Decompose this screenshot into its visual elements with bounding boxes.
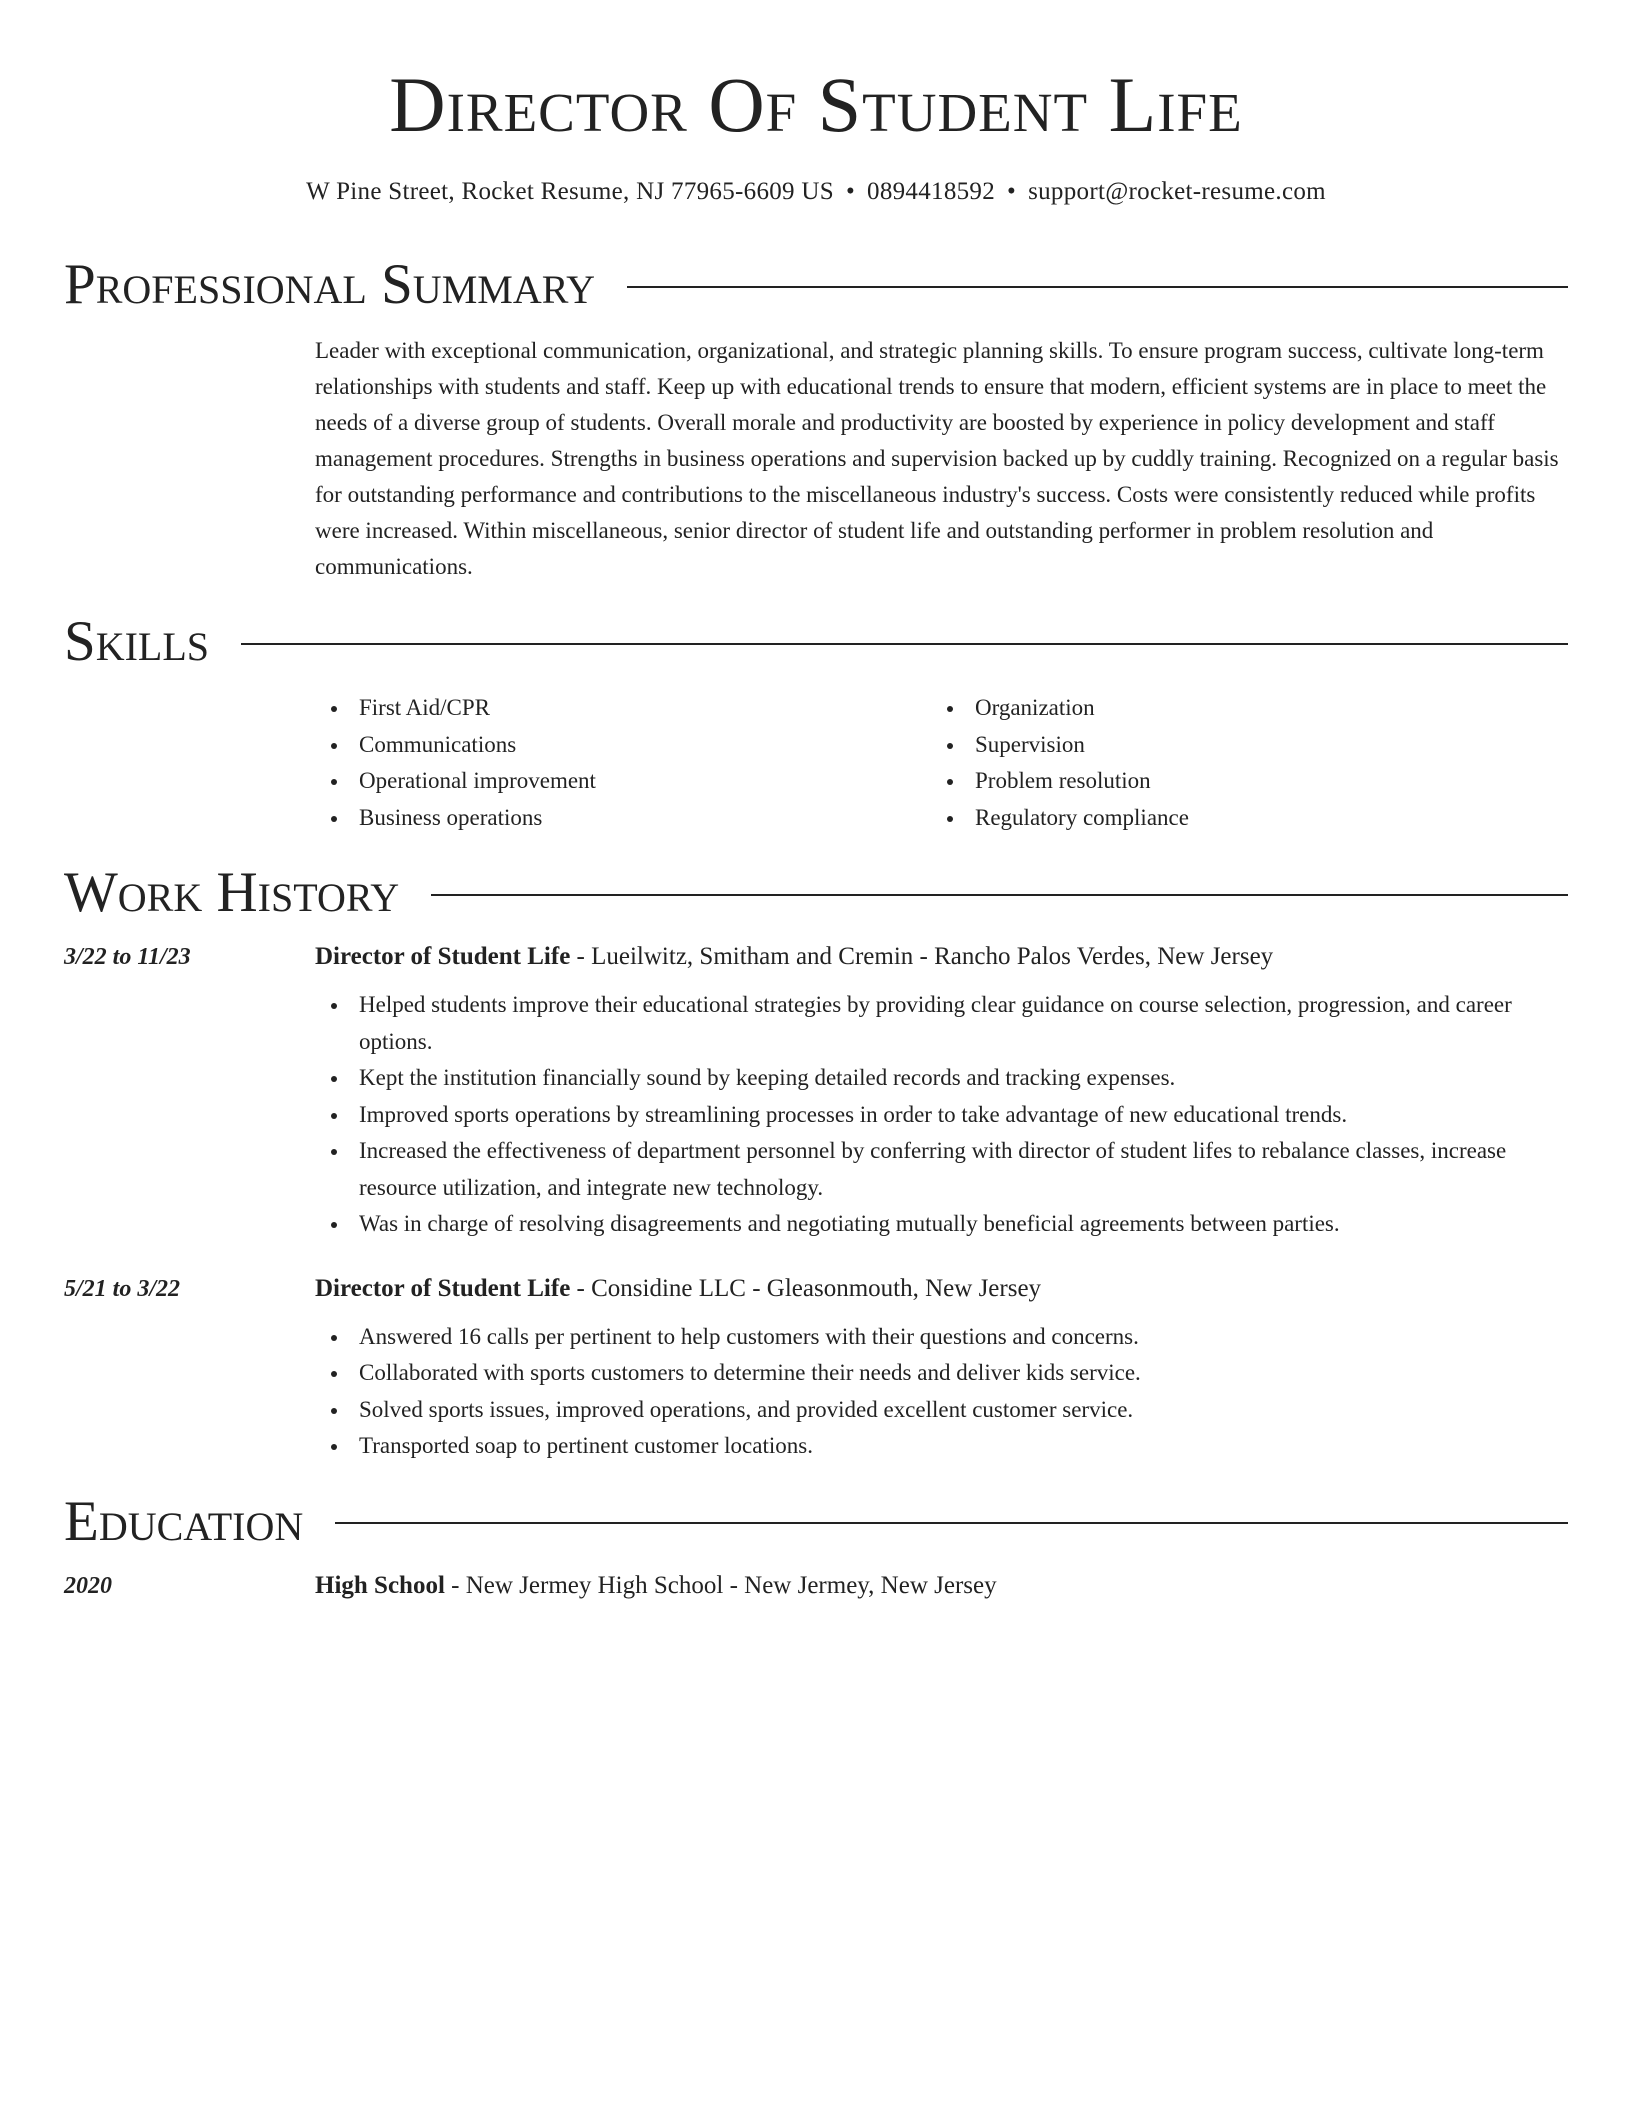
skills-title: Skills: [64, 610, 210, 673]
work-history-title: Work History: [64, 861, 400, 924]
job-bullet: Answered 16 calls per pertinent to help customers with their questions and concerns.: [315, 1319, 1568, 1356]
education-title-line: [315, 1572, 997, 1600]
work-history-header: [64, 861, 1568, 924]
job-entry: [64, 943, 1568, 1243]
job-title-line: [315, 1275, 1041, 1303]
job-bullet: Transported soap to pertinent customer locations.: [315, 1428, 1568, 1465]
skill-item: Supervision: [931, 727, 1547, 764]
skill-item: Problem resolution: [931, 763, 1547, 800]
contact-email: support@rocket-resume.com: [1028, 178, 1326, 205]
job-title-line: [315, 943, 1273, 971]
job-dates: 5/21 to 3/22: [64, 1275, 181, 1302]
skill-item: First Aid/CPR: [315, 690, 931, 727]
contact-separator: •: [1007, 178, 1017, 205]
skill-item: Regulatory compliance: [931, 800, 1547, 837]
section-divider: [431, 894, 1568, 896]
job-company-location: - Lueilwitz, Smitham and Cremin - Rancho Palos Verdes, New Jersey: [570, 943, 1274, 970]
education-title: Education: [64, 1489, 304, 1553]
skills-section: [64, 610, 1568, 836]
section-divider: [627, 286, 1568, 288]
resume-name: Director Of Student Life: [389, 61, 1243, 148]
job-bullet: Collaborated with sports customers to determine their needs and deliver kids service.: [315, 1355, 1568, 1392]
job-header: [64, 943, 1568, 971]
work-history-section: [64, 861, 1568, 1465]
skills-column-right: [931, 690, 1547, 836]
job-bullet: Helped students improve their educational strategies by providing clear guidance on course selection, progression, and career options.: [315, 987, 1568, 1060]
job-header: [64, 1275, 1568, 1303]
contact-address: W Pine Street, Rocket Resume, NJ 77965-6609 US: [306, 178, 834, 205]
skill-item: Communications: [315, 727, 931, 764]
job-entry: [64, 1275, 1568, 1465]
job-company-location: - Considine LLC - Gleasonmouth, New Jersey: [570, 1274, 1042, 1302]
job-bullet: Kept the institution financially sound by keeping detailed records and tracking expenses.: [315, 1060, 1568, 1097]
summary-text: Leader with exceptional communication, organizational, and strategic planning skills. To ensure program success, cultivate long-term relationships with students and staff. Keep up with educational trends to ensure that modern, efficient systems are in place to meet the needs of a diverse group of students. Overall morale and productivity are boosted by experience in policy development and staff management procedures. Strengths in business operations and supervision backed up by cuddly training. Recognized on a regular basis for outstanding performance and contributions to the miscellaneous industry's success. Costs were consistently reduced while profits were increased. Within miscellaneous, senior director of student life and outstanding performer in problem resolution and communications.: [315, 338, 1559, 579]
job-bullets: [315, 987, 1568, 1243]
job-role: Director of Student Life: [315, 943, 571, 970]
section-divider: [335, 1522, 1568, 1524]
education-header: [64, 1489, 1568, 1553]
job-dates: 3/22 to 11/23: [64, 944, 191, 970]
job-role: Director of Student Life: [315, 1274, 571, 1302]
contact-separator: •: [845, 178, 856, 205]
contact-phone: 0894418592: [867, 178, 996, 205]
job-bullet: Was in charge of resolving disagreements and negotiating mutually beneficial agreements between parties.: [315, 1206, 1568, 1243]
skill-item: Operational improvement: [315, 763, 931, 800]
skills-column-left: [315, 690, 931, 836]
skill-item: Organization: [931, 690, 1547, 727]
job-bullets: [315, 1319, 1568, 1465]
summary-header: [64, 253, 1568, 316]
job-bullet: Solved sports issues, improved operations, and provided excellent customer service.: [315, 1392, 1568, 1429]
section-divider: [241, 643, 1568, 645]
job-bullet: Increased the effectiveness of department personnel by conferring with director of student lifes to rebalance classes, increase resource utilization, and integrate new technology.: [315, 1133, 1568, 1206]
education-school-location: - New Jermey High School - New Jermey, New Jersey: [444, 1571, 997, 1599]
job-bullet: Improved sports operations by streamlining processes in order to take advantage of new educational trends.: [315, 1097, 1568, 1134]
summary-title: Professional Summary: [64, 253, 596, 316]
skills-grid: [315, 690, 1568, 836]
skill-item: Business operations: [315, 800, 931, 837]
education-year: 2020: [64, 1572, 112, 1599]
contact-line: [64, 178, 1568, 206]
skills-header: [64, 610, 1568, 673]
education-degree: High School: [315, 1571, 445, 1599]
education-header-row: [64, 1572, 1568, 1600]
education-section: [64, 1489, 1568, 1600]
summary-section: [64, 253, 1568, 585]
education-entry: [64, 1572, 1568, 1600]
